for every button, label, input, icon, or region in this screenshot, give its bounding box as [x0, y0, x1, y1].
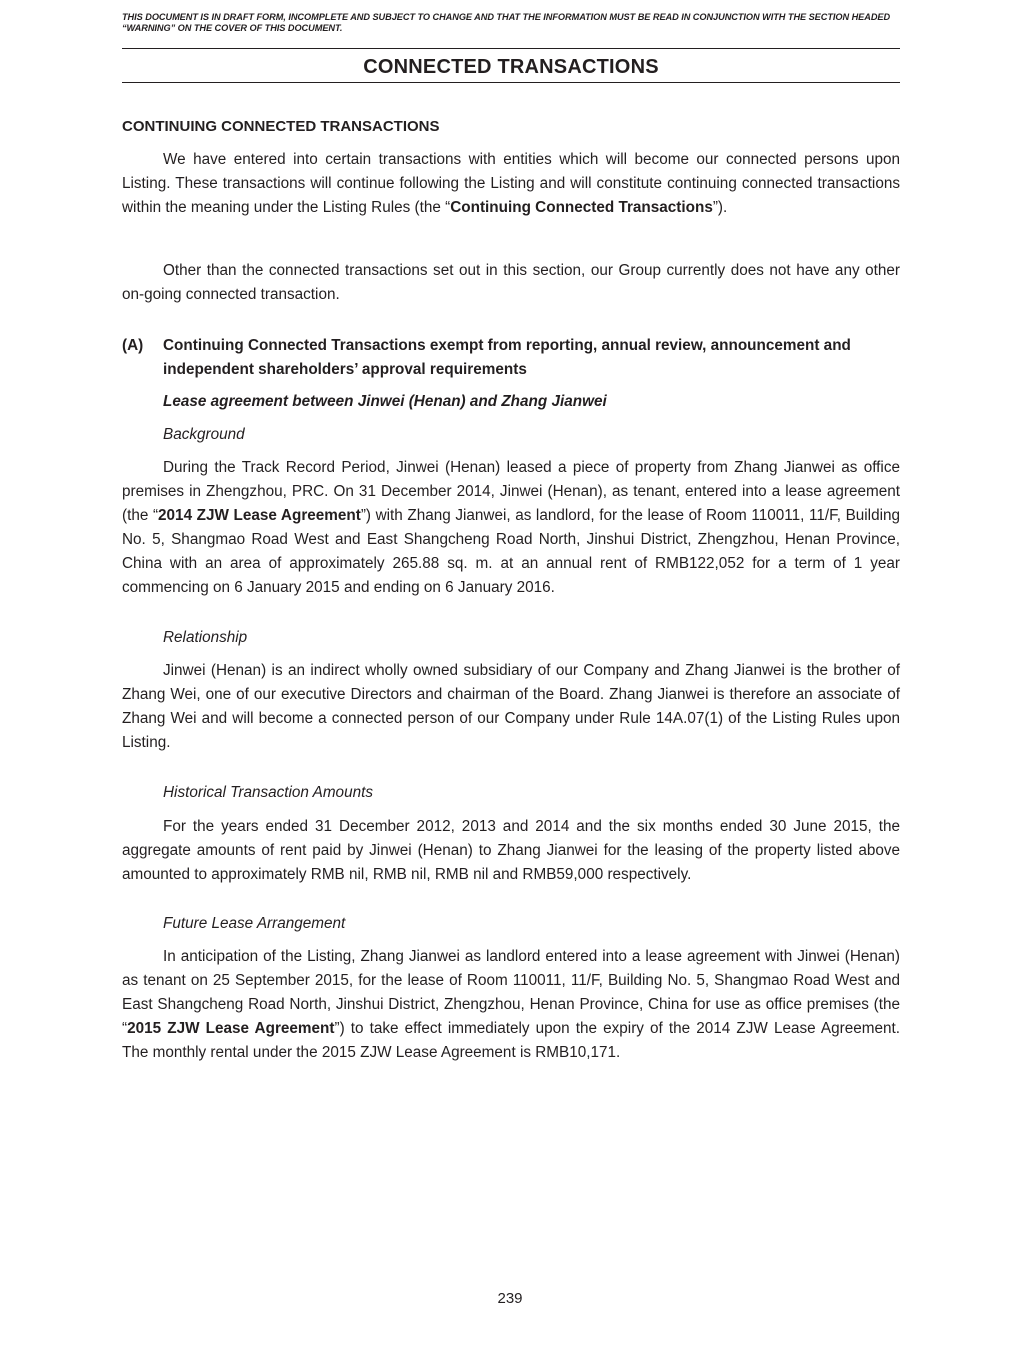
defined-term: Continuing Connected Transactions	[450, 199, 713, 216]
intro-text-end: ”).	[712, 199, 728, 216]
relationship-paragraph	[122, 659, 900, 755]
future-text: In anticipation of the Listing, Zhang Jianwei as landlord entered into a lease agreement with Jinwei (Henan) as tenant on 25 September 2015, for the lease of Room 110011, 11/F, Building No. 5, Shangmao Road West and East Shangcheng Road North, Jinshui District, Zhengzhou, Henan Province, China for use as office premises (the “	[122, 948, 900, 1037]
relationship-text: Jinwei (Henan) is an indirect wholly owned subsidiary of our Company and Zhang Jianwei is the brother of Zhang Wei, one of our executive Directors and chairman of the Board. Zhang Jianwei is therefore an associate of Zhang Wei and will become a connected person of our Company under Rule 14A.07(1) of the Listing Rules upon Listing.	[122, 662, 900, 751]
intro-paragraph-2	[122, 259, 900, 307]
future-text-end: ”) to take effect immediately upon the expiry of the 2014 ZJW Lease Agreement. The monthly rental under the 2015 ZJW Lease Agreement is RMB10,171.	[122, 1020, 900, 1061]
intro-paragraph-1	[122, 148, 900, 220]
page-title: CONNECTED TRANSACTIONS	[363, 56, 659, 78]
historical-title: Historical Transaction Amounts	[163, 784, 373, 801]
future-paragraph	[122, 945, 900, 1065]
background-paragraph	[122, 456, 900, 600]
background-text: During the Track Record Period, Jinwei (Henan) leased a piece of property from Zhang Jianwei as office premises in Zhengzhou, PRC. On 31 December 2014, Jinwei (Henan), as tenant, entered into a lease agreement (the “	[122, 459, 900, 524]
historical-text: For the years ended 31 December 2012, 2013 and 2014 and the six months ended 30 June 2015, the aggregate amounts of rent paid by Jinwei (Henan) to Zhang Jianwei for the leasing of the property listed above amounted to approximately RMB nil, RMB nil, RMB nil and RMB59,000 respectively.	[122, 818, 900, 883]
item-a-heading	[122, 334, 900, 382]
intro-text: We have entered into certain transactions with entities which will become our connected persons upon Listing. These transactions will continue following the Listing and will constitute continuing connected transactions within the meaning under the Listing Rules (the “	[122, 151, 900, 216]
intro-text-2: Other than the connected transactions set out in this section, our Group currently does not have any other on-going connected transaction.	[122, 262, 900, 303]
future-title: Future Lease Arrangement	[163, 915, 346, 932]
background-title: Background	[163, 426, 245, 443]
item-subheading: Lease agreement between Jinwei (Henan) and Zhang Jianwei	[163, 393, 607, 410]
draft-notice: THIS DOCUMENT IS IN DRAFT FORM, INCOMPLETE AND SUBJECT TO CHANGE AND THAT THE INFORMATION MUST BE READ IN CONJUNCTION WITH THE SECTION HEADED “WARNING” ON THE COVER OF THIS DOCUMENT.	[122, 12, 891, 33]
item-label: (A)	[122, 337, 144, 354]
page-number: 239	[497, 1290, 523, 1307]
defined-term-2015: 2015 ZJW Lease Agreement	[127, 1020, 335, 1037]
relationship-title: Relationship	[163, 629, 248, 646]
background-text-end: ”) with Zhang Jianwei, as landlord, for the lease of Room 110011, 11/F, Building No. 5, Shangmao Road West and East Shangcheng Road North, Jinshui District, Zhengzhou, Henan Province, China with an area of approximately 265.88 sq. m. at an annual rent of RMB122,052 for a term of 1 year commencing on 6 January 2015 and ending on 6 January 2016.	[122, 507, 901, 596]
header-rule-top	[122, 48, 900, 49]
historical-paragraph	[122, 815, 900, 887]
section-heading: CONTINUING CONNECTED TRANSACTIONS	[122, 118, 440, 135]
defined-term-2014: 2014 ZJW Lease Agreement	[158, 507, 361, 524]
header-rule-bottom	[122, 82, 900, 83]
item-heading-text: Continuing Connected Transactions exempt from reporting, annual review, announcement and independent shareholders’ approval requirements	[163, 337, 851, 378]
